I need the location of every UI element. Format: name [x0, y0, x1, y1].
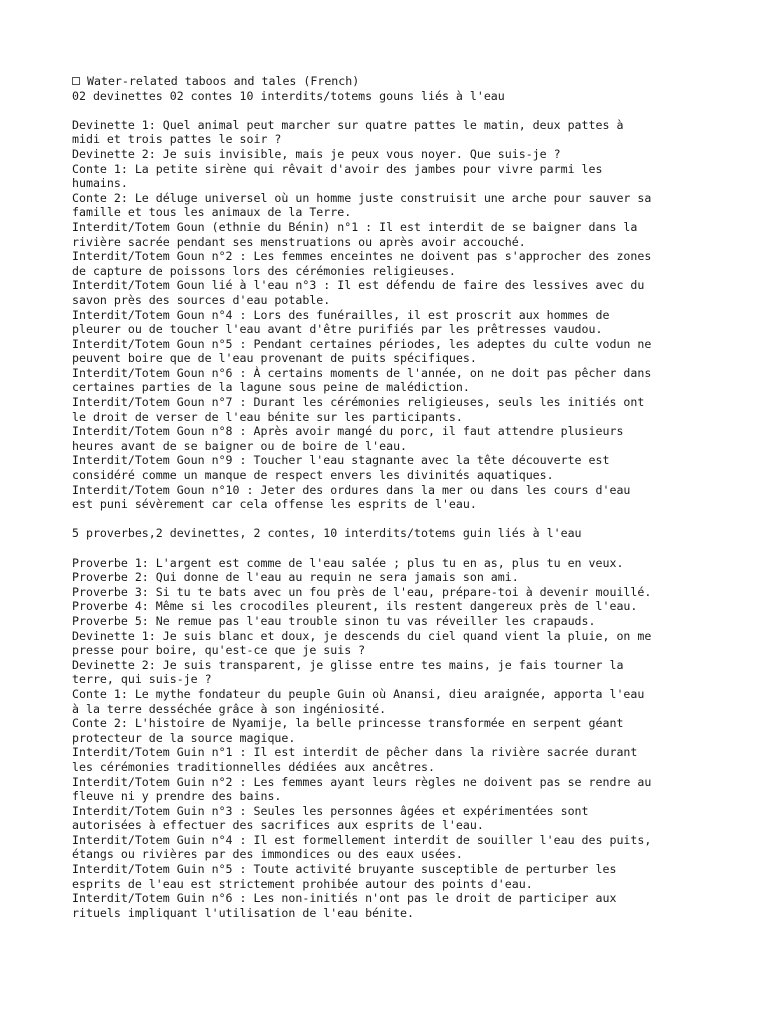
text-line: Proverbe 2: Qui donne de l'eau au requin ne sera jamais son ami. [72, 570, 519, 585]
text-line: Interdit/Totem Goun n°5 : Pendant certaines périodes, les adeptes du culte vodun ne [72, 336, 652, 351]
text-line: savon près des sources d'eau potable. [72, 292, 331, 307]
text-line: Proverbe 3: Si tu te bats avec un fou près de l'eau, prépare-toi à devenir mouillé. [72, 584, 652, 599]
text-line: étangs ou rivières par des immondices ou des eaux usées. [72, 847, 463, 862]
document-icon [72, 77, 80, 85]
text-line: certaines parties de la lagune sous peine de malédiction. [72, 380, 470, 395]
text-line: rituels impliquant l'utilisation de l'eau bénite. [72, 905, 415, 920]
text-line: Interdit/Totem Guin n°5 : Toute activité bruyante susceptible de perturber les [72, 862, 617, 877]
spacer [72, 103, 748, 118]
text-line: Interdit/Totem Goun n°9 : Toucher l'eau stagnante avec la tête découverte est [72, 453, 610, 468]
text-line: Interdit/Totem Guin n°6 : Les non-initiés n'ont pas le droit de participer aux [72, 891, 617, 906]
text-line: pleurer ou de toucher l'eau avant d'être purifiés par les prêtresses vaudou. [72, 322, 603, 337]
text-line: Devinette 2: Je suis invisible, mais je peux vous noyer. Que suis-je ? [72, 146, 561, 161]
text-line: peuvent boire que de l'eau provenant de puits spécifiques. [72, 351, 477, 366]
text-line: Interdit/Totem Goun (ethnie du Bénin) n°1 : Il est interdit de se baigner dans la [72, 219, 638, 234]
text-line: les cérémonies traditionnelles dédiées aux ancêtres. [72, 759, 435, 774]
text-line: Devinette 1: Je suis blanc et doux, je descends du ciel quand vient la pluie, on me [72, 628, 652, 643]
text-line: Devinette 2: Je suis transparent, je glisse entre tes mains, je fais tourner la [72, 657, 624, 672]
document-title: Water-related taboos and tales (French) [87, 74, 360, 88]
text-line: Interdit/Totem Goun n°10 : Jeter des ordures dans la mer ou dans les cours d'eau [72, 482, 631, 497]
text-line: Proverbe 4: Même si les crocodiles pleurent, ils restent dangereux près de l'eau. [72, 599, 638, 614]
text-line: presse pour boire, qu'est-ce que je suis ? [72, 643, 366, 658]
text-line: Interdit/Totem Guin n°2 : Les femmes ayant leurs règles ne doivent pas se rendre au [72, 774, 652, 789]
text-line: autorisées à effectuer des sacrifices aux esprits de l'eau. [72, 818, 484, 833]
text-line: protecteur de la source magique. [72, 730, 296, 745]
text-line: famille et tous les animaux de la Terre. [72, 205, 352, 220]
text-line: Conte 2: Le déluge universel où un homme juste construisit une arche pour sauver sa [72, 190, 652, 205]
text-line: esprits de l'eau est strictement prohibée autour des points d'eau. [72, 876, 533, 891]
text-line: considéré comme un manque de respect envers les divinités aquatiques. [72, 468, 554, 483]
text-line: Interdit/Totem Goun n°2 : Les femmes enceintes ne doivent pas s'approcher des zones [72, 249, 652, 264]
spacer [72, 541, 748, 556]
text-line: heures avant de se baigner ou de boire de l'eau. [72, 438, 408, 453]
text-line: Proverbe 5: Ne remue pas l'eau trouble sinon tu vas réveiller les crapauds. [72, 613, 596, 628]
section2-heading: 5 proverbes,2 devinettes, 2 contes, 10 interdits/totems guin liés à l'eau [72, 526, 582, 541]
section1-body [72, 118, 748, 512]
section1-heading: 02 devinettes 02 contes 10 interdits/totems gouns liés à l'eau [72, 88, 505, 103]
text-line: fleuve ni y prendre des bains. [72, 789, 282, 804]
text-line: Interdit/Totem Goun n°6 : À certains moments de l'année, on ne doit pas pêcher dans [72, 365, 652, 380]
text-line: Interdit/Totem Goun n°4 : Lors des funérailles, il est proscrit aux hommes de [72, 307, 610, 322]
text-line: est puni sévèrement car cela offense les esprits de l'eau. [72, 497, 477, 512]
section2-body [72, 556, 748, 921]
text-line: Conte 1: La petite sirène qui rêvait d'avoir des jambes pour vivre parmi les [72, 161, 603, 176]
text-line: Interdit/Totem Guin n°3 : Seules les personnes âgées et expérimentées sont [72, 803, 589, 818]
text-line: à la terre desséchée grâce à son ingéniosité. [72, 701, 387, 716]
text-line: midi et trois pattes le soir ? [72, 132, 282, 147]
text-line: terre, qui suis-je ? [72, 672, 212, 687]
document-title-line [72, 74, 748, 89]
text-line: Devinette 1: Quel animal peut marcher sur quatre pattes le matin, deux pattes à [72, 117, 624, 132]
text-line: le droit de verser de l'eau bénite sur les participants. [72, 409, 463, 424]
spacer [72, 512, 748, 527]
text-line: Conte 1: Le mythe fondateur du peuple Guin où Anansi, dieu araignée, apporta l'eau [72, 686, 645, 701]
text-line: Interdit/Totem Guin n°1 : Il est interdit de pêcher dans la rivière sacrée durant [72, 745, 638, 760]
text-line: Interdit/Totem Goun lié à l'eau n°3 : Il est défendu de faire des lessives avec du [72, 278, 645, 293]
text-line: Interdit/Totem Goun n°7 : Durant les cérémonies religieuses, seuls les initiés ont [72, 395, 645, 410]
text-line: Interdit/Totem Guin n°4 : Il est formellement interdit de souiller l'eau des puits, [72, 832, 652, 847]
text-line: Conte 2: L'histoire de Nyamije, la belle princesse transformée en serpent géant [72, 716, 624, 731]
text-line: de capture de poissons lors des cérémonies religieuses. [72, 263, 456, 278]
text-line: rivière sacrée pendant ses menstruations ou après avoir accouché. [72, 234, 526, 249]
text-line: Interdit/Totem Goun n°8 : Après avoir mangé du porc, il faut attendre plusieurs [72, 424, 624, 439]
text-line: humains. [72, 176, 128, 191]
text-line: Proverbe 1: L'argent est comme de l'eau salée ; plus tu en as, plus tu en veux. [72, 555, 624, 570]
